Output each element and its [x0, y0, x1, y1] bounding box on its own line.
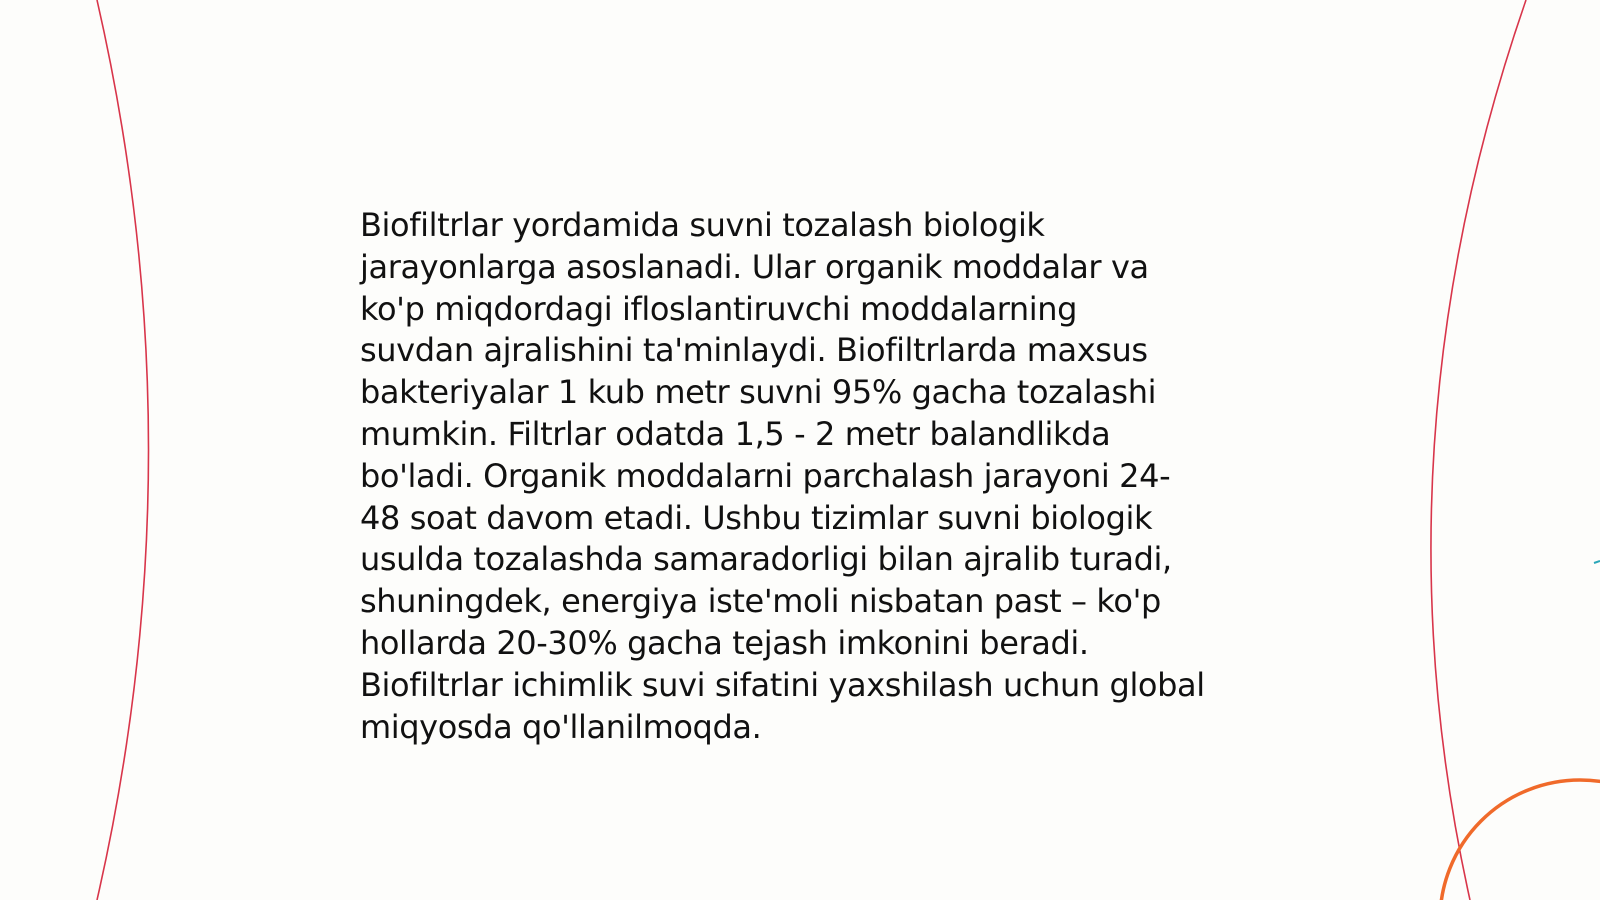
- paragraph-line: suvdan ajralishini ta'minlaydi. Biofiltrlarda maxsus: [360, 331, 1148, 370]
- paragraph-line: usulda tozalashda samaradorligi bilan ajralib turadi,: [360, 540, 1172, 579]
- right-arc-curve: [1431, 0, 1526, 900]
- paragraph-line: Biofiltrlar yordamida suvni tozalash biologik: [360, 206, 1045, 244]
- paragraph-line: jarayonlarga asoslanadi. Ular organik moddalar va: [360, 247, 1149, 286]
- paragraph-line: hollarda 20-30% gacha tejash imkonini beradi.: [360, 623, 1089, 662]
- paragraph-line: bo'ladi. Organik moddalarni parchalash jarayoni 24-: [360, 456, 1171, 495]
- paragraph-line: ko'p miqdordagi ifloslantiruvchi moddalarning: [360, 289, 1078, 328]
- paragraph-line: Biofiltrlar ichimlik suvi sifatini yaxshilash uchun global: [360, 665, 1205, 704]
- paragraph-line: bakteriyalar 1 kub metr suvni 95% gacha tozalashi: [360, 373, 1157, 412]
- paragraph-line: 48 soat davom etadi. Ushbu tizimlar suvni biologik: [360, 498, 1153, 537]
- paragraph-line: miqyosda qo'llanilmoqda.: [360, 707, 762, 746]
- left-arc-curve: [97, 0, 149, 900]
- teal-accent-mark: [1594, 561, 1600, 563]
- paragraph-line: mumkin. Filtrlar odatda 1,5 - 2 metr balandlikda: [360, 414, 1111, 453]
- paragraph-line: shuningdek, energiya iste'moli nisbatan past – ko'p: [360, 582, 1161, 621]
- orange-circle-outline: [1440, 780, 1600, 900]
- body-paragraph: [360, 205, 1250, 748]
